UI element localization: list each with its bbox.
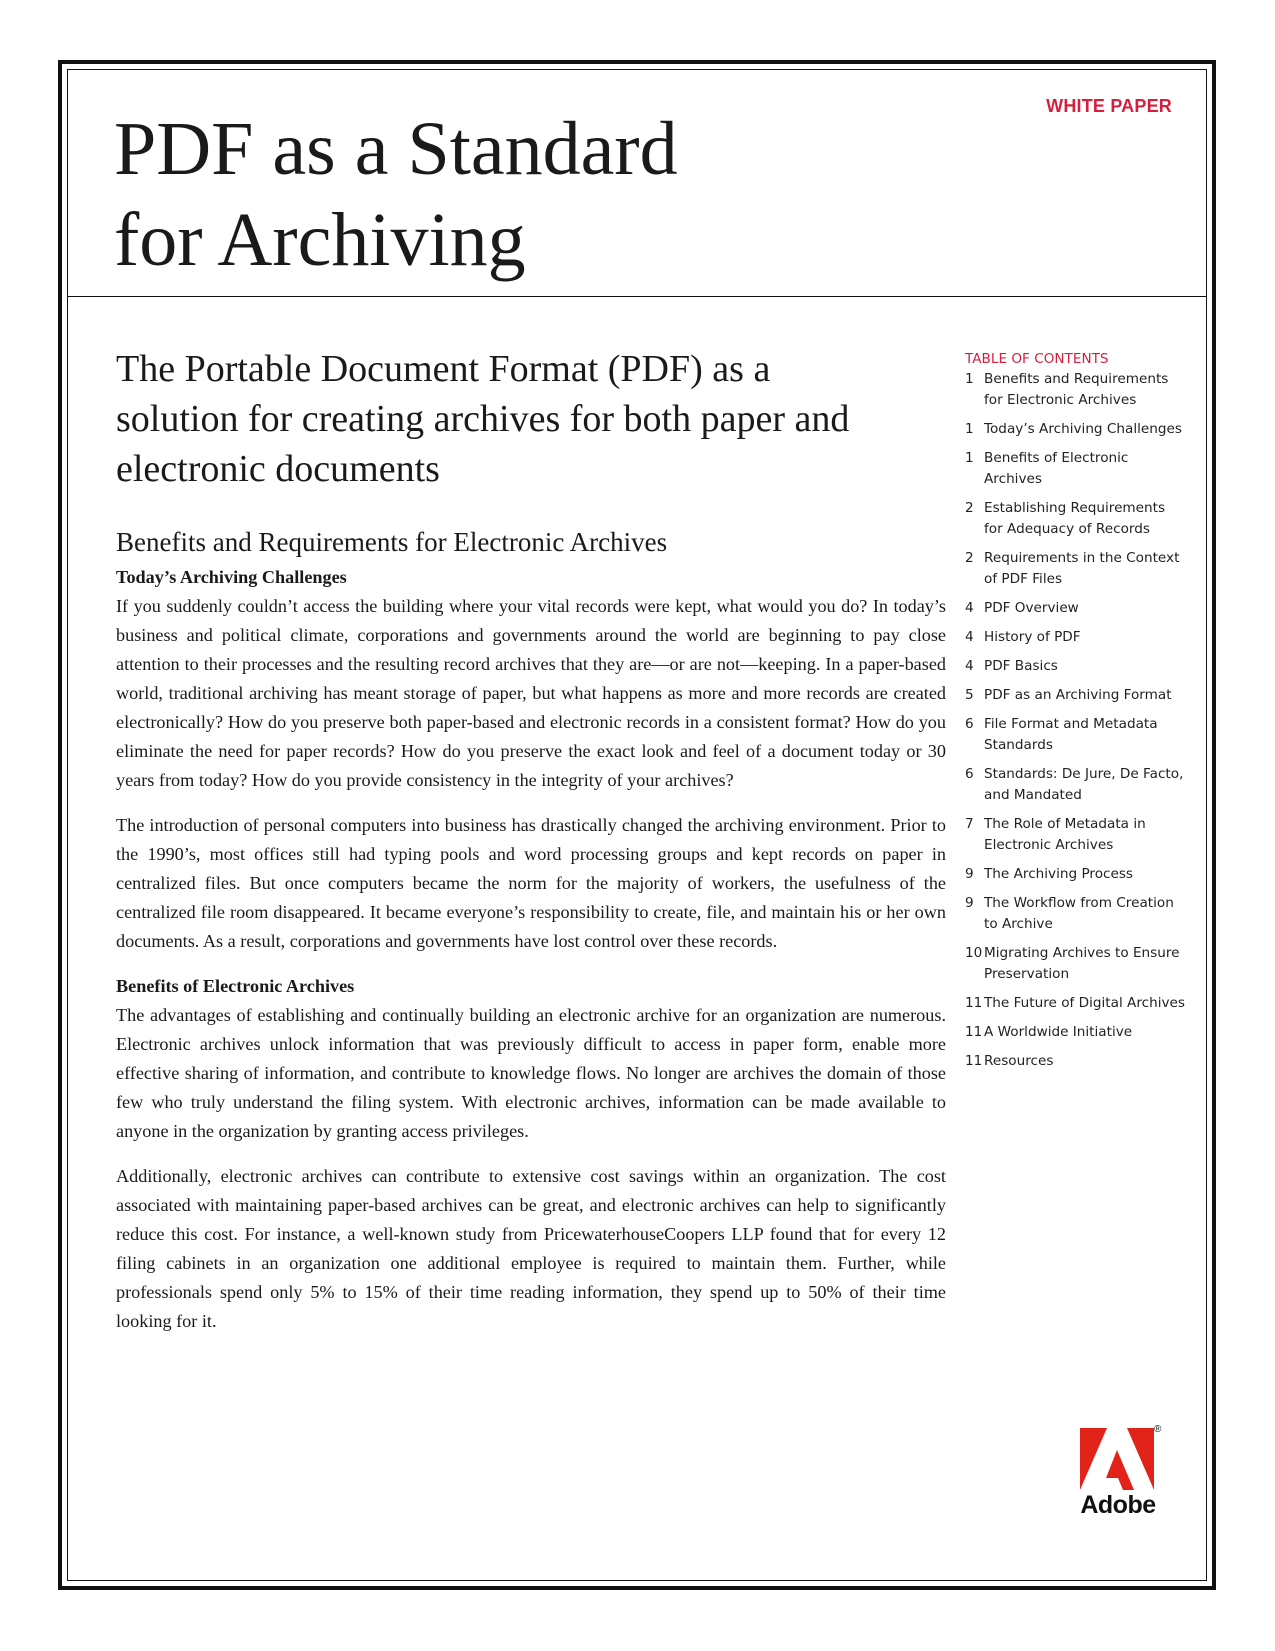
toc-page-number: 1 <box>965 450 974 466</box>
toc-page-number: 4 <box>965 629 974 645</box>
toc-item[interactable] <box>965 369 1187 411</box>
toc-item-label: The Future of Digital Archives <box>984 995 1185 1011</box>
toc-item[interactable] <box>965 627 1187 648</box>
toc-page-number: 9 <box>965 895 974 911</box>
toc-item-label: Benefits of Electronic Archives <box>984 450 1129 487</box>
paragraph: The advantages of establishing and continually building an electronic archive for an organization are numerous. Electronic archives unlock information that was previously difficult to access in paper form, enable more effective sharing of information, and contribute to knowledge flows. No longer are archives the domain of those few who truly understand the filing system. With electronic archives, information can be made available to anyone in the organization by granting access privileges. <box>116 1005 946 1141</box>
toc-item[interactable] <box>965 598 1187 619</box>
toc-item-label: The Role of Metadata in Electronic Archives <box>984 816 1146 853</box>
title-divider <box>68 296 1206 297</box>
toc-page-number: 1 <box>965 371 974 387</box>
toc-page-number: 11 <box>965 1053 983 1069</box>
subsection-heading-benefits: Benefits of Electronic Archives <box>116 976 355 996</box>
toc-page-number: 7 <box>965 816 974 832</box>
toc-page-number: 5 <box>965 687 974 703</box>
article-body <box>116 563 946 1352</box>
toc-item[interactable] <box>965 548 1187 590</box>
toc-page-number: 11 <box>965 1024 983 1040</box>
toc-item-label: Resources <box>984 1053 1054 1069</box>
table-of-contents <box>965 350 1187 1080</box>
toc-item[interactable] <box>965 893 1187 935</box>
toc-item[interactable] <box>965 943 1187 985</box>
toc-page-number: 6 <box>965 716 974 732</box>
toc-list <box>965 369 1187 1072</box>
toc-item[interactable] <box>965 448 1187 490</box>
toc-item-label: PDF as an Archiving Format <box>984 687 1172 703</box>
registered-mark: ® <box>1154 1424 1162 1435</box>
paragraph: If you suddenly couldn’t access the building where your vital records were kept, what would you do? In today’s business and political climate, corporations and governments around the world are beginning to pay close attention to their processes and the resulting record archives that they are—or are not—keeping. In a paper-based world, traditional archiving has meant storage of paper, but what happens as more and more records are created electronically? How do you preserve both paper-based and electronic records in a consistent format? How do you eliminate the need for paper records? How do you preserve the exact look and feel of a document today or 30 years from today? How do you provide consistency in the integrity of your archives? <box>116 596 946 790</box>
paragraph: The introduction of personal computers into business has drastically changed the archiving environment. Prior to the 1990’s, most offices still had typing pools and word processing groups and kept records on paper in centralized files. But once computers became the norm for the majority of workers, the usefulness of the centralized file room disappeared. It became everyone’s responsibility to create, file, and maintain his or her own documents. As a result, corporations and governments have lost control over these records. <box>116 815 946 951</box>
toc-page-number: 9 <box>965 866 974 882</box>
toc-item[interactable] <box>965 864 1187 885</box>
toc-item-label: Standards: De Jure, De Facto, and Mandated <box>984 766 1184 803</box>
toc-item-label: File Format and Metadata Standards <box>984 716 1158 753</box>
toc-item[interactable] <box>965 685 1187 706</box>
toc-item-label: PDF Overview <box>984 600 1079 616</box>
toc-item[interactable] <box>965 714 1187 756</box>
toc-item[interactable] <box>965 419 1187 440</box>
toc-item-label: Today’s Archiving Challenges <box>984 421 1182 437</box>
toc-page-number: 6 <box>965 766 974 782</box>
toc-item-label: Requirements in the Context of PDF Files <box>984 550 1180 587</box>
section-heading: Benefits and Requirements for Electronic Archives <box>116 527 668 557</box>
toc-page-number: 11 <box>965 995 983 1011</box>
toc-page-number: 10 <box>965 945 983 961</box>
toc-item-label: PDF Basics <box>984 658 1058 674</box>
toc-item-label: Migrating Archives to Ensure Preservation <box>984 945 1180 982</box>
toc-item[interactable] <box>965 498 1187 540</box>
toc-item[interactable] <box>965 764 1187 806</box>
page-title-line-1: PDF as a Standard <box>114 107 678 191</box>
toc-item-label: Benefits and Requirements for Electronic Archives <box>984 371 1169 408</box>
toc-item-label: Establishing Requirements for Adequacy of Records <box>984 500 1166 537</box>
toc-item[interactable] <box>965 1022 1187 1043</box>
toc-page-number: 4 <box>965 600 974 616</box>
paragraph: Additionally, electronic archives can contribute to extensive cost savings within an organization. The cost associated with maintaining paper-based archives can be great, and electronic archives can help to significantly reduce this cost. For instance, a well-known study from PricewaterhouseCoopers LLP found that for every 12 filing cabinets in an organization one additional employee is required to maintain them. Further, while professionals spend only 5% to 15% of their time reading information, they spend up to 50% of their time looking for it. <box>116 1166 946 1331</box>
toc-item[interactable] <box>965 656 1187 677</box>
toc-item-label: The Archiving Process <box>984 866 1134 882</box>
toc-item-label: History of PDF <box>984 629 1081 645</box>
toc-page-number: 1 <box>965 421 974 437</box>
toc-item-label: A Worldwide Initiative <box>984 1024 1133 1040</box>
subsection-heading-archiving-challenges: Today’s Archiving Challenges <box>116 567 347 587</box>
page-title-line-2: for Archiving <box>114 198 526 282</box>
toc-page-number: 2 <box>965 500 974 516</box>
adobe-wordmark: Adobe <box>1080 1491 1156 1519</box>
toc-title: TABLE OF CONTENTS <box>965 351 1109 367</box>
document-subtitle: The Portable Document Format (PDF) as a solution for creating archives for both paper and electronic documents <box>116 348 850 490</box>
toc-item[interactable] <box>965 1051 1187 1072</box>
toc-item[interactable] <box>965 993 1187 1014</box>
adobe-logo-icon <box>1080 1428 1154 1490</box>
adobe-logo <box>1080 1424 1162 1524</box>
toc-page-number: 4 <box>965 658 974 674</box>
toc-item-label: The Workflow from Creation to Archive <box>984 895 1174 932</box>
page-title <box>114 104 678 286</box>
toc-page-number: 2 <box>965 550 974 566</box>
toc-item[interactable] <box>965 814 1187 856</box>
document-type-label: WHITE PAPER <box>1046 96 1172 116</box>
